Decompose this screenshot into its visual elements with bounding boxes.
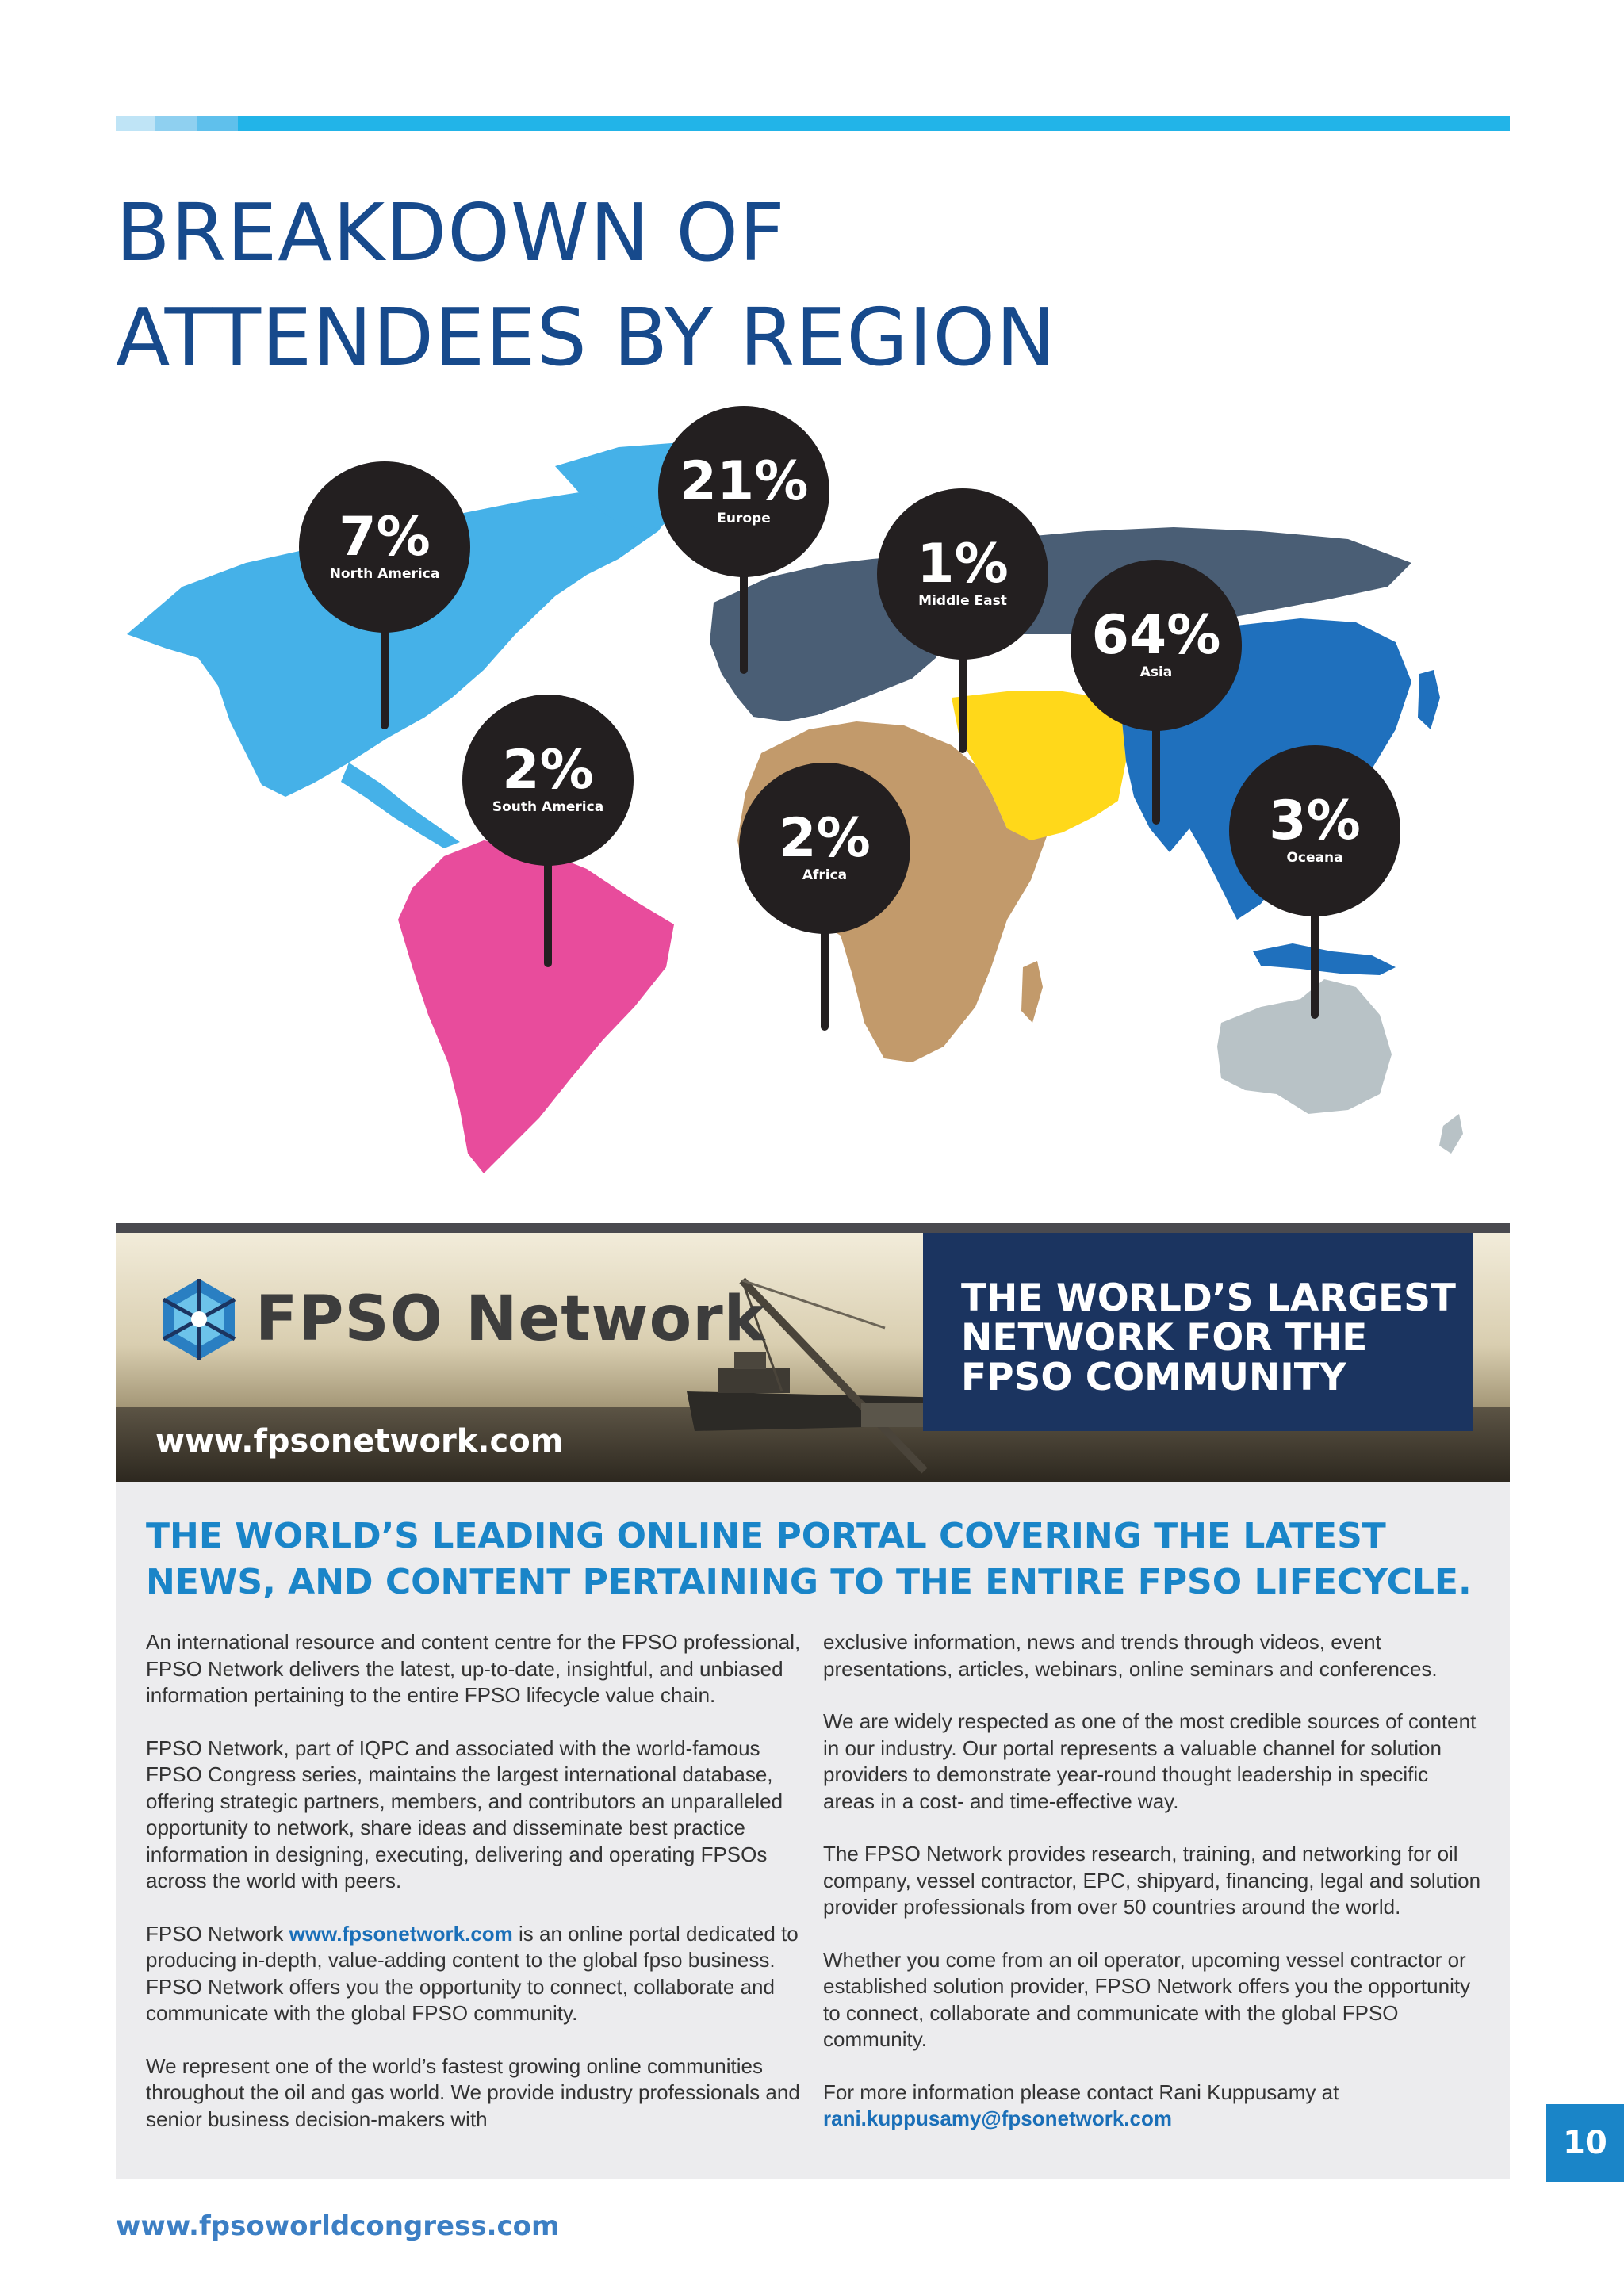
portal-heading-line-1: THE WORLD’S LEADING ONLINE PORTAL COVERING THE LATEST [146,1516,1386,1556]
left-column [146,1629,804,2159]
pin-middle-east [877,488,1048,660]
page-title-line-2: ATTENDEES BY REGION [116,291,1056,384]
footer-url[interactable]: www.fpsoworldcongress.com [116,2210,560,2242]
fpsonetwork-link[interactable]: www.fpsonetwork.com [289,1921,513,1946]
tagline-line-2: NETWORK FOR THE [961,1316,1368,1360]
fpso-network-banner [116,1233,1510,1482]
paragraph: We are widely respected as one of the most credible sources of content in our industry. Our portal represents a valuable channel for solution providers to demonstrate year-round thought leadership in specific areas in a cost- and time-effective way. [823,1709,1477,1813]
pin-label: South America [492,799,604,815]
top-accent-bar [116,116,1510,131]
pin-stem-oceana [1311,904,1319,1019]
new-zealand [1439,1114,1463,1154]
tagline-line-3: FPSO COMMUNITY [961,1356,1346,1399]
japan [1418,670,1440,729]
tagline [961,1276,1456,1399]
pin-percent: 3% [1269,790,1361,852]
se-asia-islands [1253,943,1396,975]
pin-stem-europe [740,571,748,674]
fpso-network-logo-text: FPSO Network [255,1284,766,1355]
page-title-line-1: BREAKDOWN OF [116,186,786,279]
pin-europe [658,406,829,577]
paragraph [823,2080,1481,2133]
paragraph: We represent one of the world’s fastest growing online communities throughout the oil and gas world. We provide industry professionals and senior business decision-makers with [146,2053,800,2131]
pin-asia [1071,560,1242,731]
pin-stem-north-america [381,626,389,729]
tagline-line-1: THE WORLD’S LARGEST [961,1276,1456,1320]
pin-percent: 2% [502,739,594,802]
pin-label: North America [329,566,440,582]
central-america [341,763,460,848]
madagascar [1021,961,1043,1023]
pin-percent: 7% [339,506,431,568]
pin-stem-africa [821,920,829,1031]
tagline-box [923,1233,1473,1431]
pin-stem-south-america [544,856,552,967]
pin-percent: 2% [779,807,871,870]
south-america-region [398,840,674,1173]
text-span: For more information please contact Rani Kuppusamy at [823,2080,1339,2104]
paragraph: Whether you come from an oil operator, upcoming vessel contractor or established solution provider, FPSO Network offers you the opportunity to connect, collaborate and communicate with the global FPSO community. [823,1947,1471,2051]
banner-url[interactable]: www.fpsonetwork.com [155,1423,564,1460]
text-span: FPSO Network [146,1921,289,1946]
pin-percent: 64% [1091,604,1221,667]
portal-description-panel [116,1482,1510,2179]
right-column [823,1629,1481,2159]
pin-label: Europe [717,511,771,526]
portal-heading [146,1513,1472,1605]
pin-label: Asia [1139,664,1173,680]
pin-stem-middle-east [959,650,967,753]
paragraph: FPSO Network, part of IQPC and associated with the world-famous FPSO Congress series, maintains the largest international database, offering strategic partners, members, and contributors an unparalleled opportunity to network, share ideas and disseminate best practice information in designing, executing, delivering and operating FPSOs across the world with peers. [146,1735,783,1892]
text-span: is an online portal dedicated to producing in-depth, value-adding content to the global fpso business. FPSO Network offers you the opportunity to connect, collaborate and communicate with the global FPSO community. [146,1921,799,2025]
pin-label: Middle East [918,593,1007,609]
pin-label: Oceana [1286,850,1343,866]
pin-north-america [299,461,470,633]
pin-label: Africa [802,867,848,883]
oceana-region [1217,979,1392,1114]
pin-south-america [462,695,634,866]
portal-heading-line-2: NEWS, AND CONTENT PERTAINING TO THE ENTIRE FPSO LIFECYCLE. [146,1562,1472,1602]
pin-africa [739,763,910,934]
contact-email-link[interactable]: rani.kuppusamy@fpsonetwork.com [823,2107,1172,2130]
fpso-network-logo-icon [155,1276,243,1363]
pin-percent: 21% [679,450,809,513]
section-divider [116,1223,1510,1233]
paragraph: exclusive information, news and trends through videos, event presentations, articles, webinars, online seminars and conferences. [823,1630,1438,1681]
page-title [116,181,1056,390]
paragraph: The FPSO Network provides research, training, and networking for oil company, vessel contractor, EPC, shipyard, financing, legal and solution provider professionals from over 50 countries around the world. [823,1842,1481,1919]
pin-percent: 1% [917,533,1009,595]
paragraph: An international resource and content centre for the FPSO professional, FPSO Network delivers the latest, up-to-date, insightful, and unbiased information pertaining to the entire FPSO lifecycle value chain. [146,1630,801,1707]
page-number-badge: 10 [1546,2104,1624,2182]
pin-oceana [1229,745,1400,916]
paragraph [146,1921,804,2027]
